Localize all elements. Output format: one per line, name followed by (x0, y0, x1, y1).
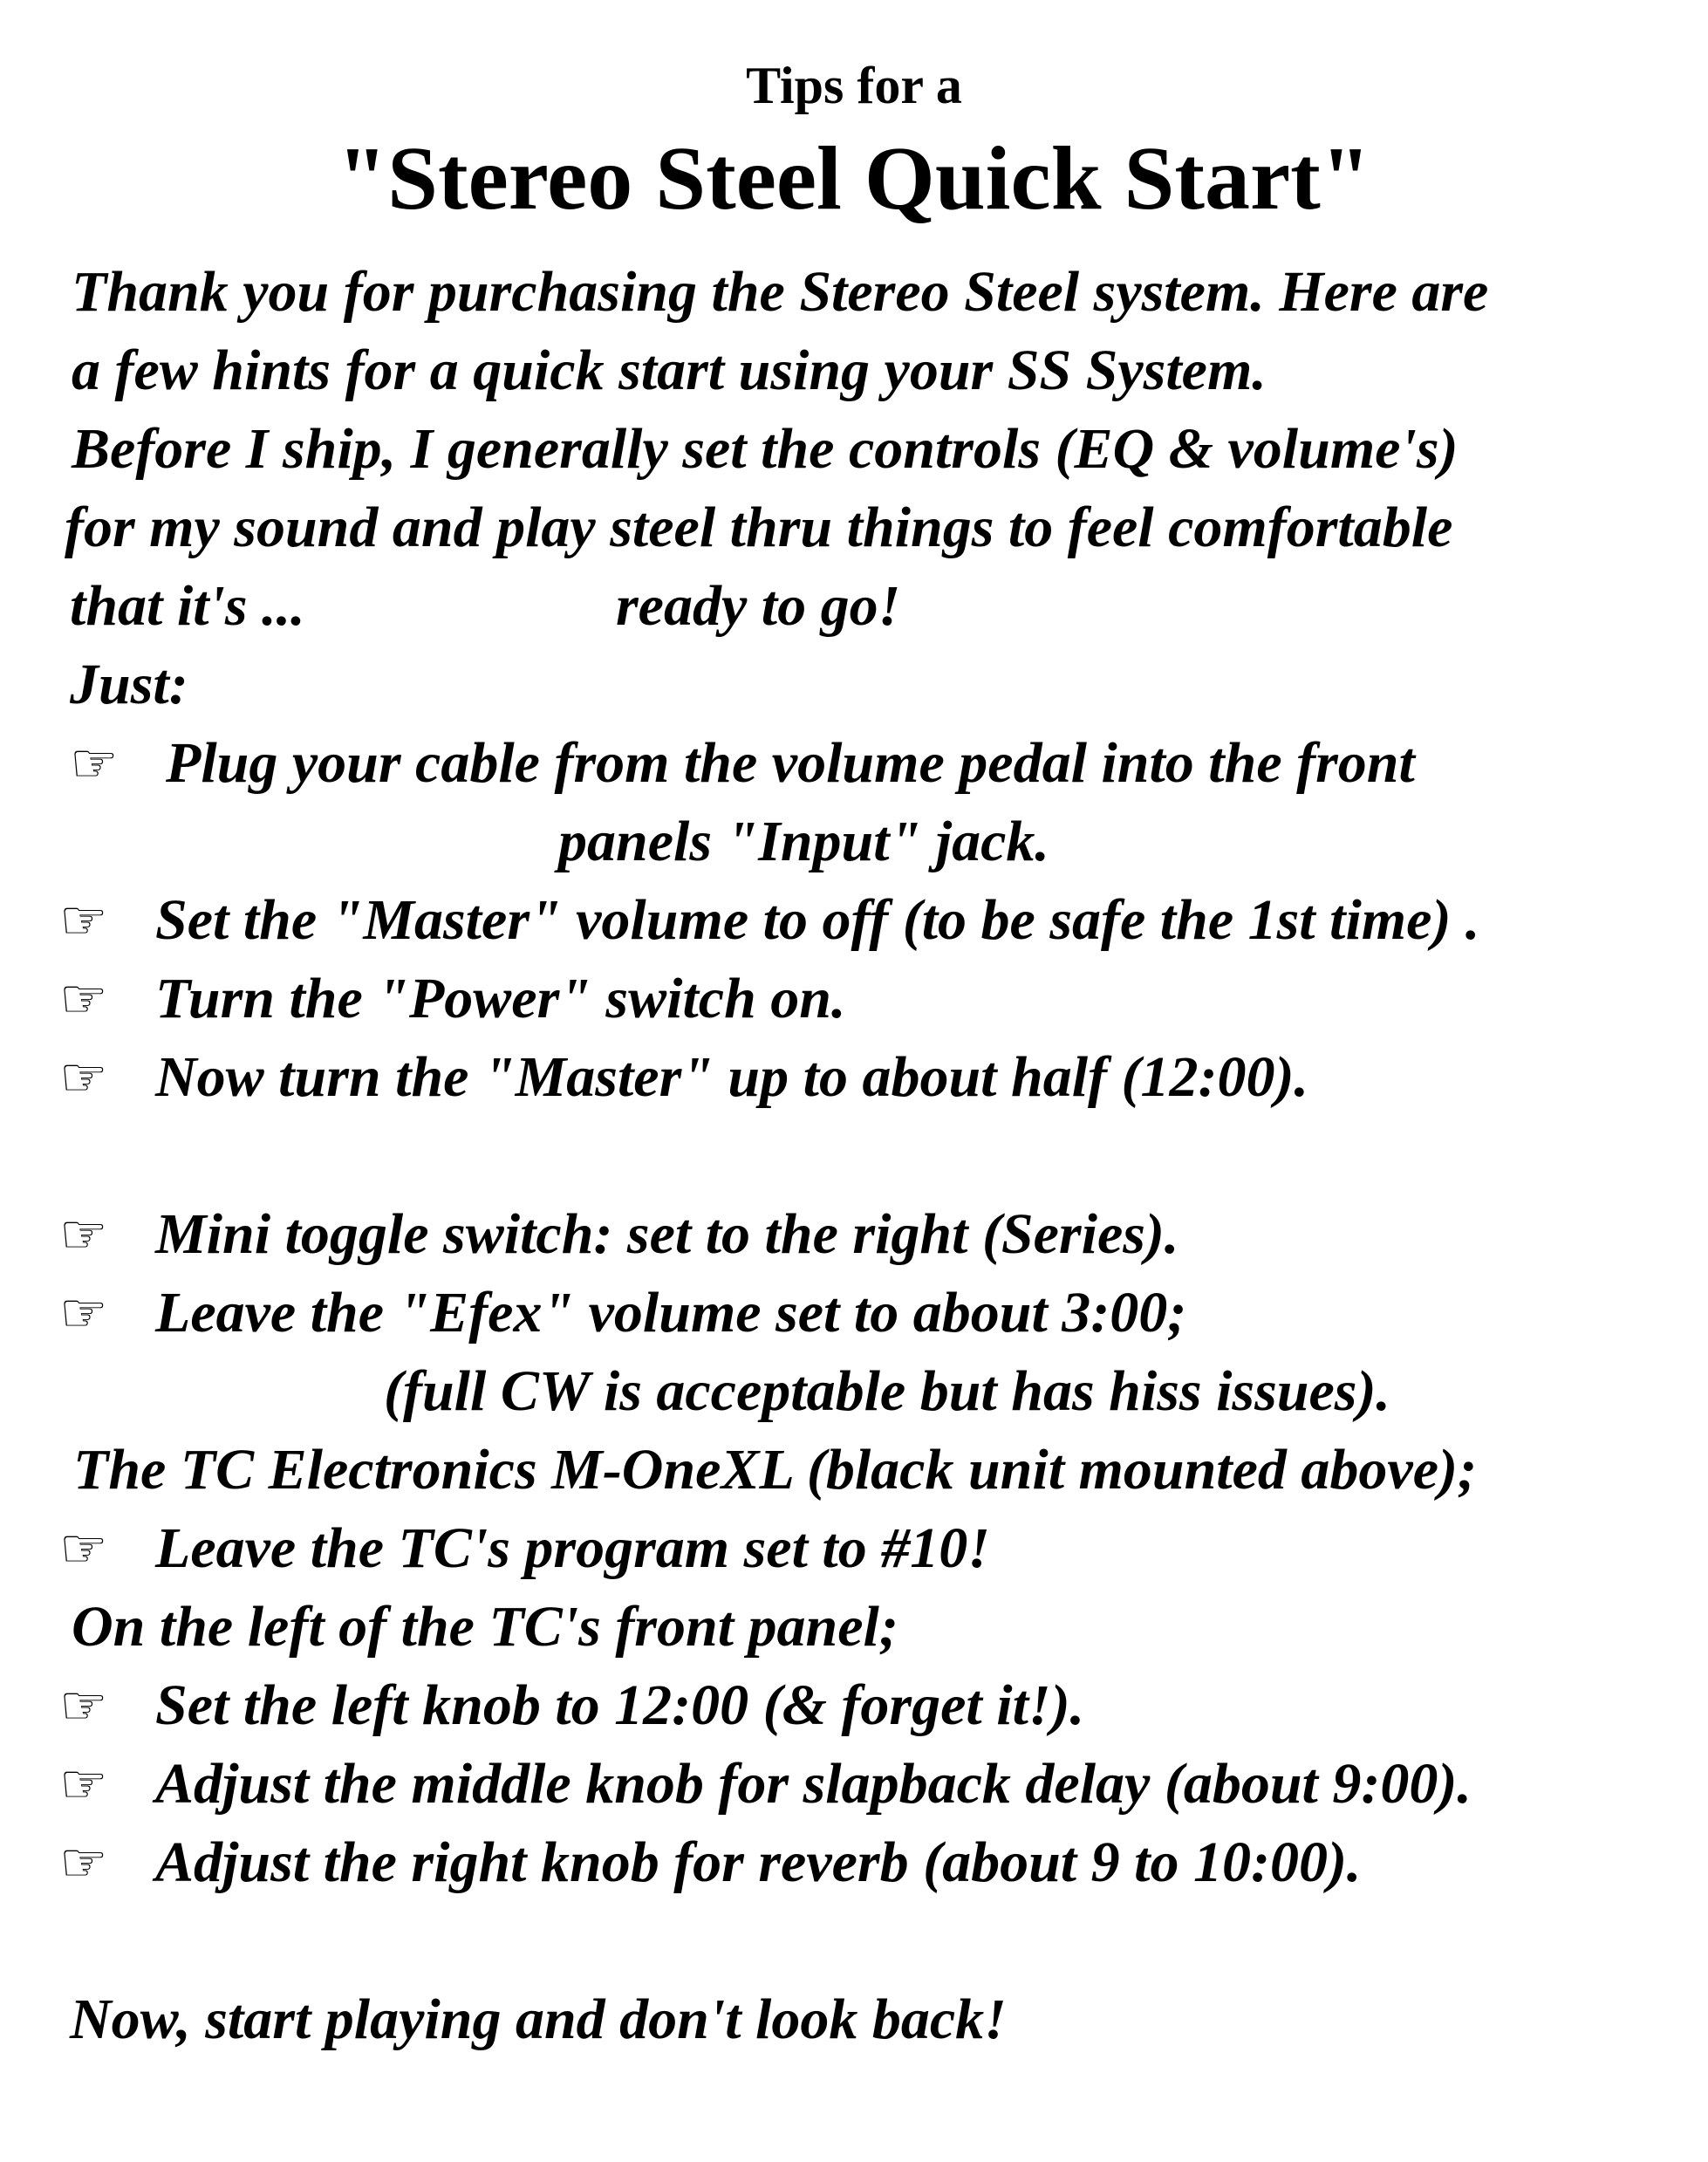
step-item (59, 1038, 1308, 1117)
tc-intro: The TC Electronics M-OneXL (black unit mounted above); (73, 1438, 1477, 1502)
step-text: Now turn the "Master" up to about half (12:00). (155, 1045, 1308, 1109)
step-text: Leave the "Efex" volume set to about 3:00; (155, 1281, 1187, 1344)
step-text: Plug your cable from the volume pedal into the front (166, 731, 1415, 795)
step-text: Adjust the right knob for reverb (about 9 to 10:00). (155, 1830, 1362, 1894)
pointing-hand-icon: ☞ (59, 1830, 108, 1894)
pointing-hand-icon: ☞ (59, 1673, 108, 1737)
ready-line-right: ready to go! (616, 574, 901, 638)
pointing-hand-icon: ☞ (59, 1516, 108, 1580)
step-text: Leave the TC's program set to #10! (155, 1516, 990, 1580)
step-item (59, 881, 1479, 960)
step-item (59, 1509, 990, 1588)
step-item (59, 1195, 1179, 1274)
pointing-hand-icon: ☞ (70, 731, 119, 795)
step-text: Set the "Master" volume to off (to be safe the 1st time) . (155, 888, 1480, 952)
pointing-hand-icon: ☞ (59, 967, 108, 1030)
intro-line: Before I ship, I generally set the controls (EQ & volume's) (72, 417, 1459, 481)
pointing-hand-icon: ☞ (59, 1752, 108, 1816)
pointing-hand-icon: ☞ (59, 1045, 108, 1109)
step-item (59, 960, 845, 1038)
subtitle: Tips for a (746, 57, 962, 114)
pointing-hand-icon: ☞ (59, 888, 108, 952)
step-item (59, 1823, 1361, 1902)
intro-line: Thank you for purchasing the Stereo Steel system. Here are (72, 260, 1489, 324)
just-label: Just: (70, 653, 188, 716)
intro-line: a few hints for a quick start using your SS System. (72, 339, 1267, 402)
step-text: Adjust the middle knob for slapback delay (about 9:00). (155, 1752, 1472, 1816)
pointing-hand-icon: ☞ (59, 1202, 108, 1266)
step-text: Mini toggle switch: set to the right (Series). (155, 1202, 1179, 1266)
tc-panel-note: On the left of the TC's front panel; (72, 1595, 898, 1659)
step-continuation: panels "Input" jack. (558, 810, 1049, 873)
step-continuation: (full CW is acceptable but has hiss issues). (384, 1359, 1390, 1423)
ready-line-left: that it's ... (70, 574, 305, 638)
closing-line: Now, start playing and don't look back! (70, 1988, 1007, 2051)
step-text: Turn the "Power" switch on. (155, 967, 846, 1030)
step-item (59, 1745, 1472, 1823)
step-item (59, 1666, 1084, 1745)
page-title: "Stereo Steel Quick Start" (337, 128, 1371, 229)
pointing-hand-icon: ☞ (59, 1281, 108, 1344)
step-item (70, 724, 1415, 803)
step-item (59, 1274, 1186, 1352)
step-text: Set the left knob to 12:00 (& forget it!). (155, 1673, 1085, 1737)
intro-line: for my sound and play steel thru things to feel comfortable (65, 496, 1453, 559)
